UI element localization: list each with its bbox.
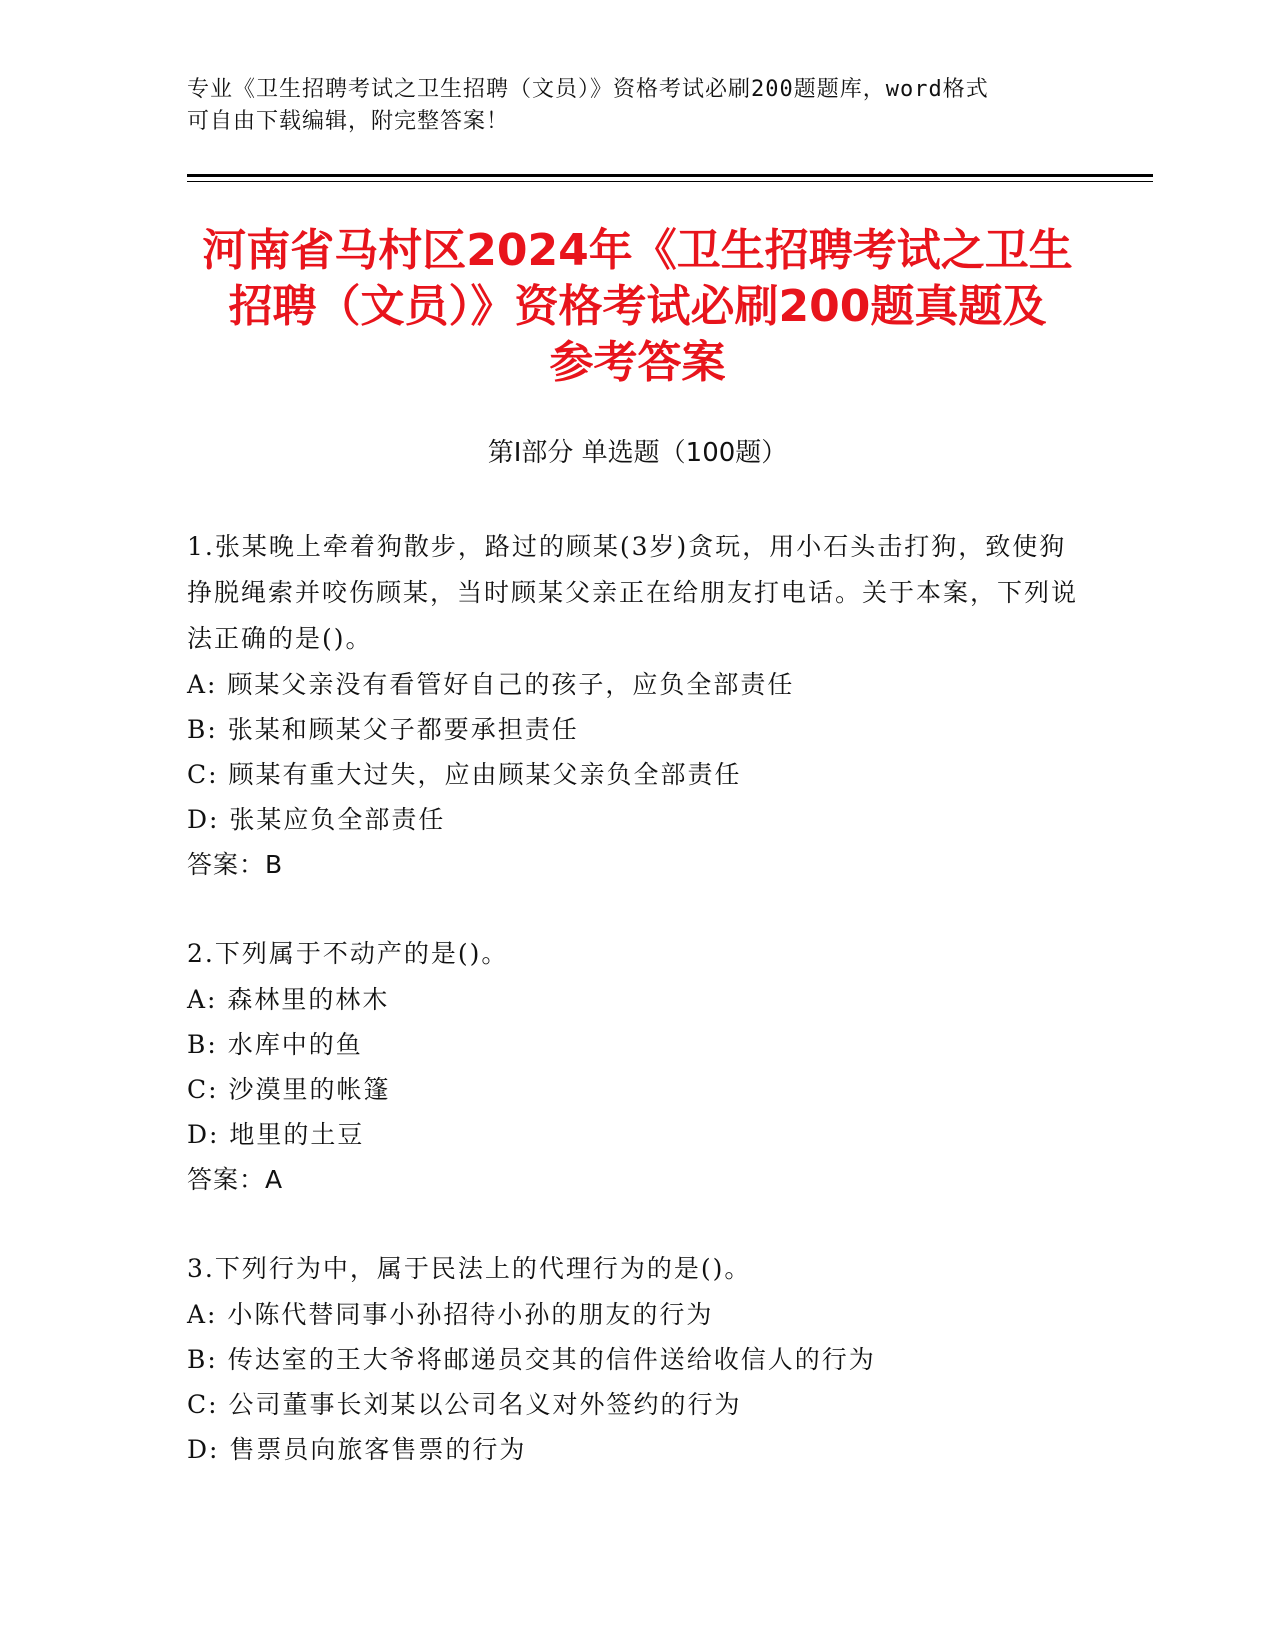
option-b: B: 张某和顾某父子都要承担责任: [187, 715, 579, 744]
question-list: [187, 524, 1087, 1516]
option-d: D: 张某应负全部责任: [187, 805, 446, 834]
document-title-line-2: 招聘（文员）》资格考试必刷200题真题及: [228, 281, 1047, 332]
question-1: [187, 524, 1087, 887]
option-a: A: 顾某父亲没有看管好自己的孩子，应负全部责任: [187, 670, 795, 699]
section-heading: 第Ⅰ部分 单选题（100题）: [487, 438, 788, 468]
question-stem: 3.下列行为中，属于民法上的代理行为的是()。: [187, 1254, 752, 1283]
option-c: C: 顾某有重大过失，应由顾某父亲负全部责任: [187, 760, 742, 789]
option-b: B: 水库中的鱼: [187, 1030, 363, 1059]
question-stem: 2.下列属于不动产的是()。: [187, 939, 509, 968]
document-title-line-3: 参考答案: [549, 337, 726, 388]
header-divider-thin: [187, 181, 1153, 182]
option-b: B: 传达室的王大爷将邮递员交其的信件送给收信人的行为: [187, 1345, 876, 1374]
question-2: [187, 931, 1087, 1202]
option-a: A: 森林里的林木: [187, 985, 390, 1014]
option-d: D: 地里的土豆: [187, 1120, 365, 1149]
option-a: A: 小陈代替同事小孙招待小孙的朋友的行为: [187, 1300, 714, 1329]
header-note-line-2: 可自由下载编辑，附完整答案！: [187, 109, 510, 134]
header-divider-thick: [187, 174, 1153, 177]
answer: 答案：B: [187, 850, 284, 879]
document-title-line-1: 河南省马村区2024年《卫生招聘考试之卫生: [202, 225, 1073, 276]
option-c: C: 沙漠里的帐篷: [187, 1075, 391, 1104]
header-note: [187, 74, 1067, 138]
header-note-line-1: 专业《卫生招聘考试之卫生招聘（文员）》资格考试必刷200题题库，word格式: [187, 77, 989, 102]
option-d: D: 售票员向旅客售票的行为: [187, 1435, 527, 1464]
option-c: C: 公司董事长刘某以公司名义对外签约的行为: [187, 1390, 742, 1419]
question-stem: 1.张某晚上牵着狗散步，路过的顾某(3岁)贪玩，用小石头击打狗，致使狗挣脱绳索并咬伤顾某，当时顾某父亲正在给朋友打电话。关于本案，下列说法正确的是()。: [187, 532, 1079, 653]
answer: 答案：A: [187, 1165, 284, 1194]
question-3: [187, 1246, 1087, 1472]
document-title: [150, 223, 1125, 391]
